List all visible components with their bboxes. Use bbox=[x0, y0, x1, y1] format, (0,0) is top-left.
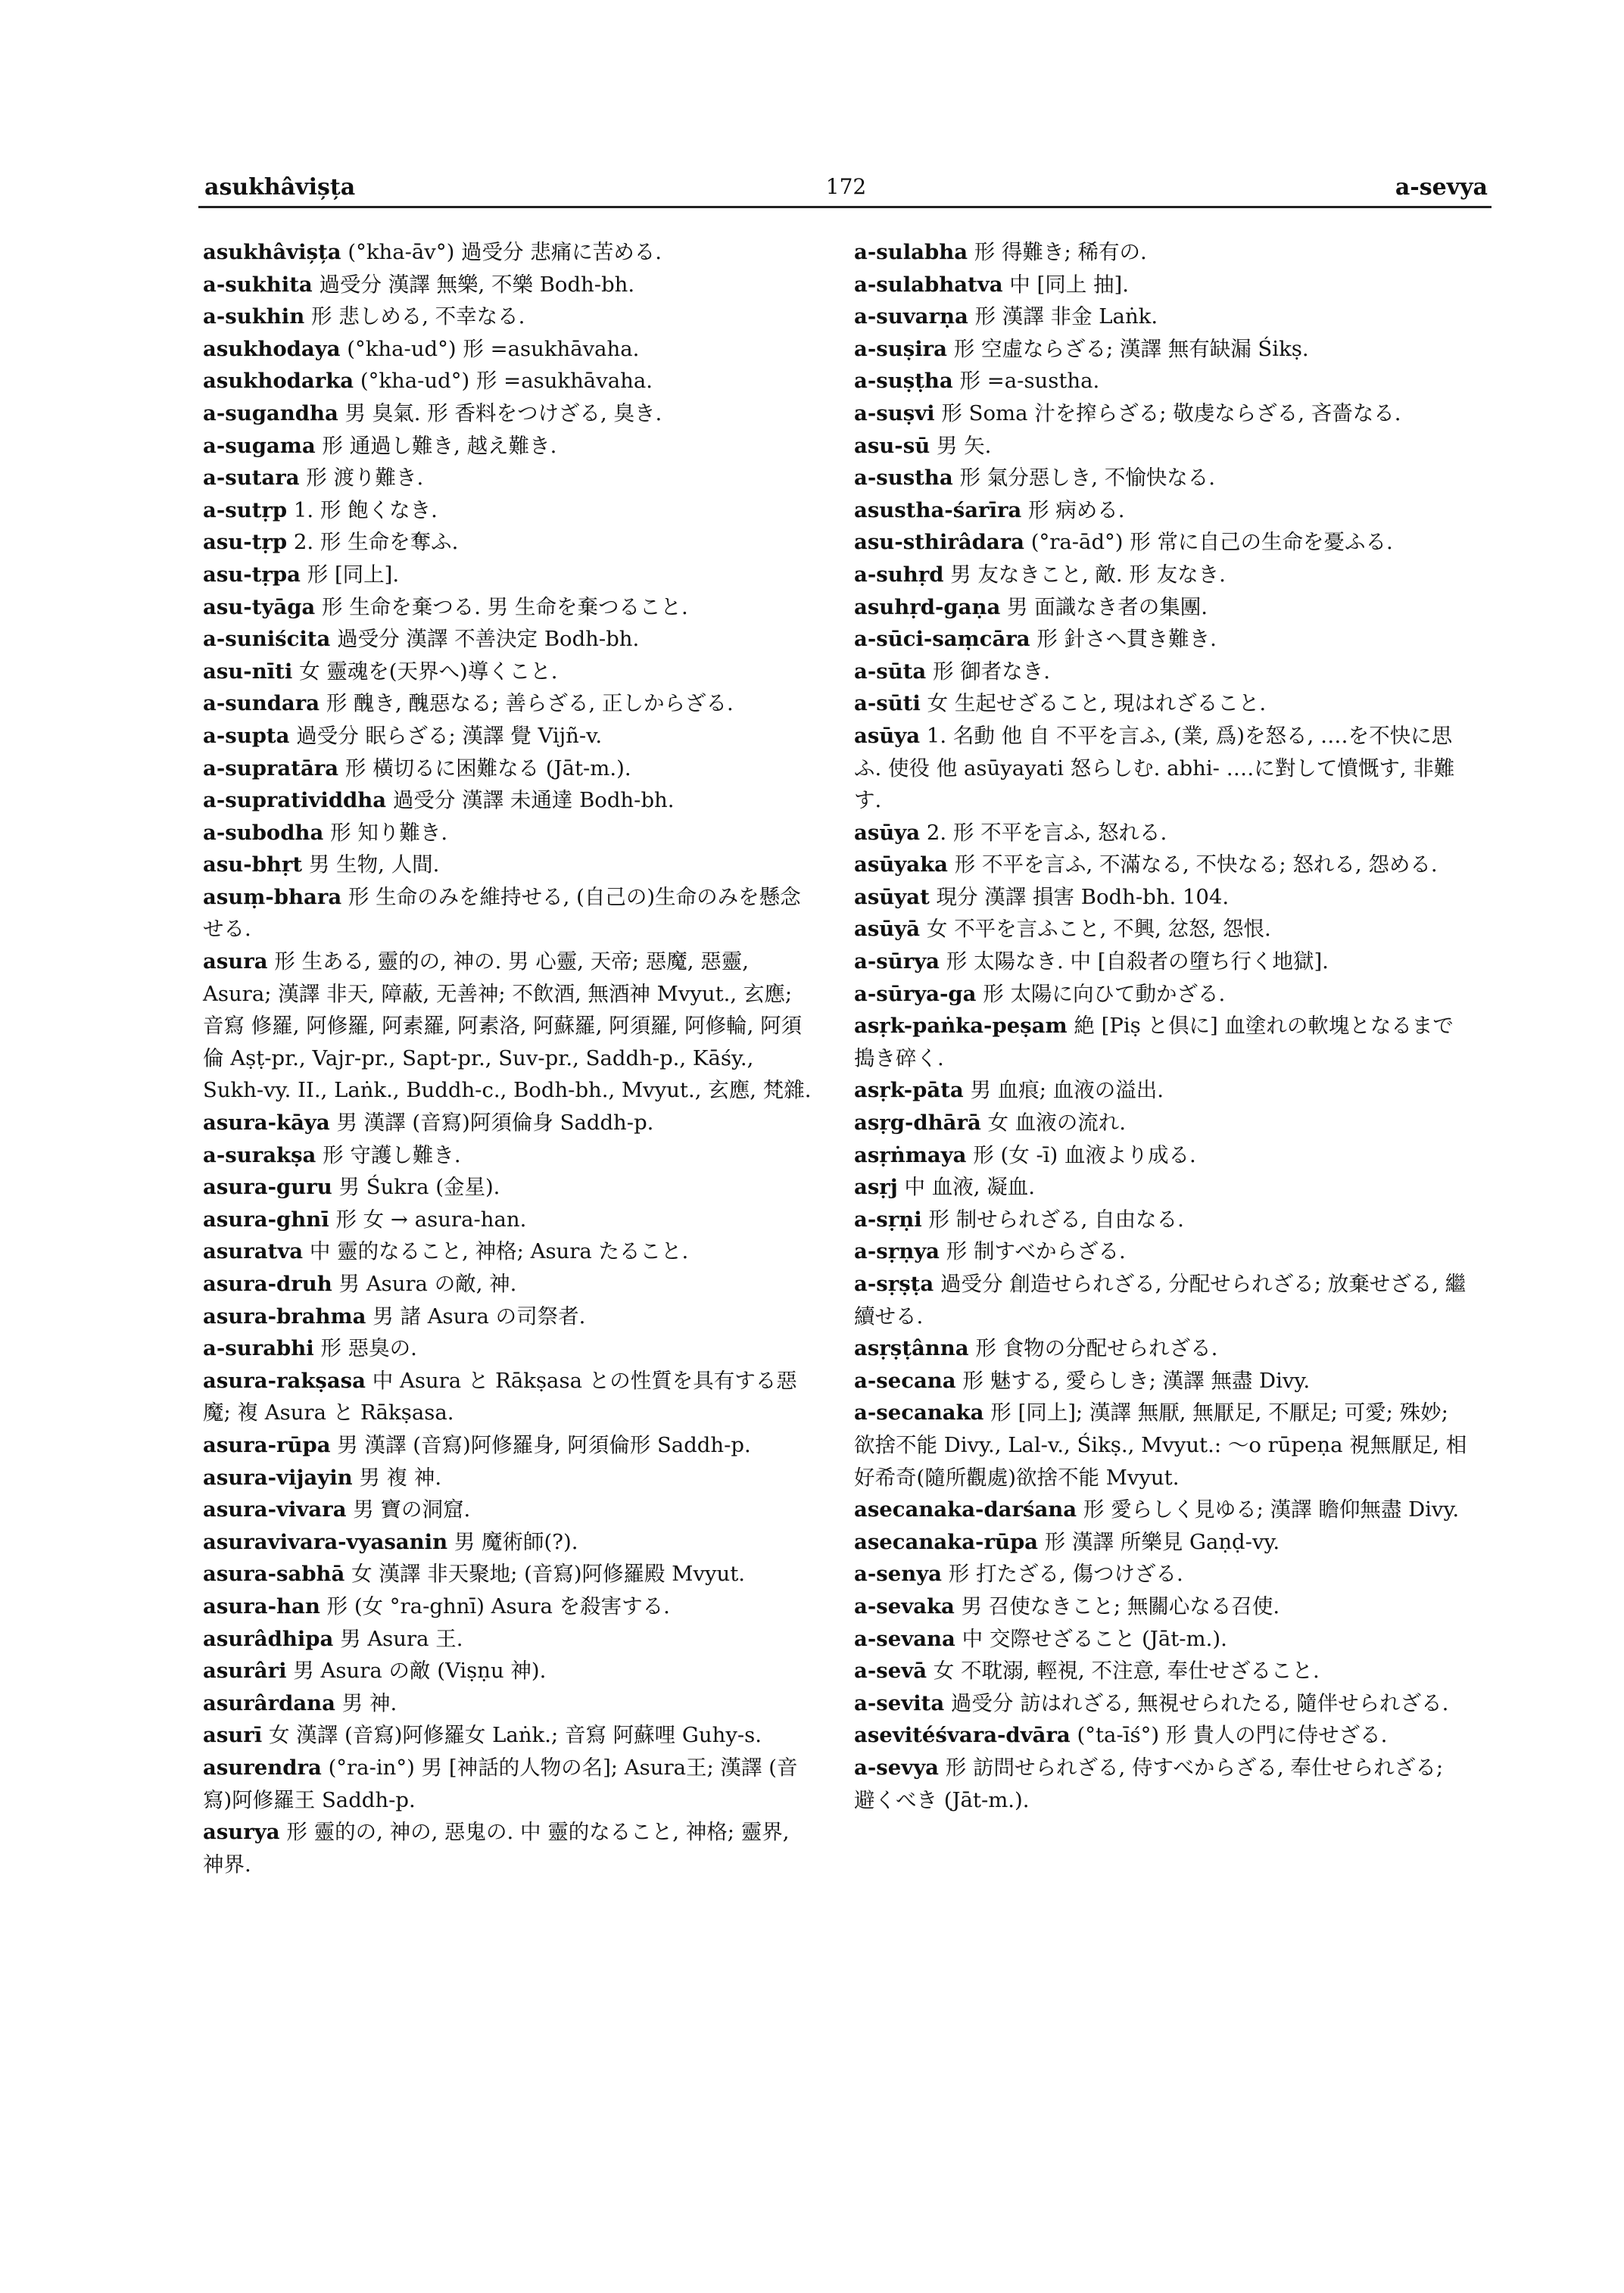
entry-definition: (°ra-in°) 男 [神話的人物の名]; Asura王; 漢譯 (音寫)阿修羅王 Saddh-p. bbox=[203, 1755, 798, 1812]
entry-definition: 中 靈的なること, 神格; Asura たること. bbox=[309, 1239, 689, 1264]
entry-definition: 形 訪問せられざる, 侍すべからざる, 奉仕せられざる; 避くべき (Jāt-m.). bbox=[854, 1755, 1444, 1812]
dictionary-entry bbox=[203, 1623, 816, 1656]
dictionary-entry bbox=[203, 591, 816, 624]
dictionary-entry bbox=[854, 1268, 1469, 1332]
entry-definition: 男 Śukra (金星). bbox=[338, 1175, 500, 1200]
dictionary-entry bbox=[203, 365, 816, 397]
entry-headword: a-sevā bbox=[854, 1659, 927, 1684]
entry-definition: 女 不平を言ふこと, 不興, 忿怒, 怨恨. bbox=[926, 917, 1271, 942]
dictionary-entry bbox=[203, 1655, 816, 1687]
entry-headword: asura-sabhā bbox=[203, 1562, 345, 1587]
entry-definition: 男 召使なきこと; 無關心なる召使. bbox=[961, 1594, 1280, 1618]
entry-headword: asūyā bbox=[854, 917, 921, 942]
entry-definition: 中 交際せざること (Jāt-m.). bbox=[962, 1626, 1227, 1651]
entry-definition: 形 針さへ貫き難き. bbox=[1036, 627, 1217, 652]
entry-headword: asura-kāya bbox=[203, 1111, 330, 1136]
right-column bbox=[854, 236, 1469, 1816]
dictionary-entry bbox=[854, 1752, 1469, 1816]
dictionary-entry bbox=[203, 1429, 816, 1462]
entry-definition: 形 悲しめる, 不幸なる. bbox=[310, 304, 525, 329]
dictionary-entry bbox=[854, 913, 1469, 946]
dictionary-entry bbox=[854, 1590, 1469, 1623]
entry-headword: a-suvarṇa bbox=[854, 304, 968, 329]
dictionary-entry bbox=[203, 946, 816, 1107]
entry-headword: asurârdana bbox=[203, 1690, 335, 1715]
dictionary-entry bbox=[203, 1301, 816, 1333]
entry-headword: asura-ghnī bbox=[203, 1207, 329, 1232]
dictionary-entry bbox=[854, 1332, 1469, 1365]
entry-headword: a-sūti bbox=[854, 691, 921, 716]
entry-headword: asura-druh bbox=[203, 1272, 332, 1296]
entry-definition: 男 Asura 王. bbox=[340, 1626, 463, 1651]
header-first-headword: asukhâvișța bbox=[204, 174, 356, 201]
entry-definition: 男 Asura の敵 (Viṣṇu 神). bbox=[293, 1659, 547, 1684]
entry-headword: asu-nīti bbox=[203, 659, 293, 684]
entry-headword: asūya bbox=[854, 820, 921, 845]
entry-definition: 形 氣分惡しき, 不愉快なる. bbox=[959, 466, 1215, 491]
entry-definition: 形 [同上]; 漢譯 無厭, 無厭足, 不厭足; 可愛; 殊妙; 欲捨不能 Divy., Lal-v., Śikṣ., Mvyut.: 〜o rūpeṇa 視無厭足, 相好希奇(隨所觀處)欲捨不能 Mvyut. bbox=[854, 1400, 1467, 1490]
dictionary-entry bbox=[203, 1719, 816, 1752]
dictionary-entry bbox=[203, 720, 816, 752]
entry-definition: 男 臭氣. 形 香料をつけざる, 臭き. bbox=[344, 400, 662, 425]
entry-headword: asura-guru bbox=[203, 1175, 332, 1200]
entry-headword: a-sukhita bbox=[203, 272, 313, 297]
entry-definition: 現分 漢譯 損害 Bodh-bh. 104. bbox=[936, 884, 1230, 909]
dictionary-entry bbox=[854, 978, 1469, 1011]
dictionary-entry bbox=[854, 946, 1469, 978]
entry-headword: a-sustha bbox=[854, 466, 953, 491]
dictionary-entry bbox=[854, 269, 1469, 301]
entry-definition: 過受分 漢譯 無樂, 不樂 Bodh-bh. bbox=[319, 272, 635, 297]
entry-headword: asuṃ-bhara bbox=[203, 884, 342, 909]
entry-headword: asura-vivara bbox=[203, 1497, 347, 1522]
dictionary-entry bbox=[854, 1526, 1469, 1559]
dictionary-entry bbox=[854, 1655, 1469, 1687]
entry-definition: 形 制すべからざる. bbox=[946, 1239, 1126, 1264]
dictionary-entry bbox=[203, 1494, 816, 1526]
entry-definition: 形 Soma 汁を搾らざる; 敬虔ならざる, 吝嗇なる. bbox=[941, 400, 1401, 425]
entry-definition: 男 神. bbox=[341, 1690, 397, 1715]
entry-headword: asurâri bbox=[203, 1659, 287, 1684]
entry-definition: 2. 形 不平を言ふ, 怒れる. bbox=[926, 820, 1167, 845]
entry-definition: 男 寶の洞窟. bbox=[353, 1497, 471, 1522]
entry-definition: 過受分 訪はれざる, 無視せられたる, 隨伴せられざる. bbox=[950, 1690, 1449, 1715]
entry-headword: asṛk-paṅka-peṣam bbox=[854, 1014, 1068, 1039]
dictionary-entry bbox=[854, 1719, 1469, 1752]
entry-definition: 形 通過し難き, 越え難き. bbox=[322, 433, 557, 458]
dictionary-entry bbox=[203, 1139, 816, 1172]
entry-definition: 形 渡り難き. bbox=[306, 466, 424, 491]
entry-definition: (°ta-īś°) 形 貴人の門に侍せざる. bbox=[1077, 1723, 1388, 1748]
entry-definition: 男 Asura の敵, 神. bbox=[338, 1272, 517, 1296]
entry-definition: 女 血液の流れ. bbox=[987, 1111, 1127, 1136]
entry-definition: 形 靈的の, 神の, 惡鬼の. 中 靈的なること, 神格; 靈界, 神界. bbox=[203, 1820, 790, 1877]
entry-definition: 形 病める. bbox=[1028, 497, 1125, 522]
entry-headword: a-sṛṇya bbox=[854, 1239, 940, 1264]
entry-definition: 女 靈魂を(天界へ)導くこと. bbox=[299, 659, 558, 684]
entry-headword: a-sugama bbox=[203, 433, 316, 458]
dictionary-entry bbox=[854, 687, 1469, 720]
entry-headword: asurâdhipa bbox=[203, 1626, 334, 1651]
entry-headword: asurya bbox=[203, 1820, 280, 1845]
dictionary-entry bbox=[854, 591, 1469, 624]
dictionary-entry bbox=[854, 494, 1469, 527]
entry-headword: asukhodaya bbox=[203, 336, 341, 361]
dictionary-entry bbox=[203, 397, 816, 430]
entry-headword: a-sūrya-ga bbox=[854, 981, 977, 1006]
entry-headword: a-surabhi bbox=[203, 1336, 314, 1361]
entry-definition: 形 魅する, 愛らしき; 漢譯 無盡 Divy. bbox=[962, 1368, 1311, 1393]
entry-definition: (°kha-ud°) 形 =asukhāvaha. bbox=[360, 369, 653, 394]
dictionary-entry bbox=[203, 236, 816, 269]
dictionary-entry bbox=[854, 1235, 1469, 1268]
entry-definition: 過受分 漢譯 未通達 Bodh-bh. bbox=[392, 788, 675, 813]
entry-headword: asuhṛd-gaṇa bbox=[854, 594, 1001, 619]
dictionary-entry bbox=[203, 430, 816, 463]
entry-definition: 男 生物, 人間. bbox=[308, 852, 440, 877]
entry-headword: asūya bbox=[854, 723, 921, 748]
left-column bbox=[203, 236, 816, 1880]
entry-definition: 形 生命を棄つる. 男 生命を棄つること. bbox=[322, 594, 688, 619]
entry-headword: asṛṅmaya bbox=[854, 1142, 967, 1167]
entry-headword: a-sūta bbox=[854, 659, 927, 684]
entry-definition: 形 [同上]. bbox=[307, 562, 400, 587]
entry-definition: 形 空虛ならざる; 漢譯 無有缺漏 Śikṣ. bbox=[953, 336, 1309, 361]
entry-definition: 形 不平を言ふ, 不滿なる, 不快なる; 怒れる, 怨める. bbox=[954, 852, 1438, 877]
entry-headword: asūyaka bbox=[854, 852, 948, 877]
entry-headword: asu-tṛp bbox=[203, 530, 288, 555]
entry-definition: 男 漢譯 (音寫)阿須倫身 Saddh-p. bbox=[336, 1111, 654, 1136]
entry-headword: asu-sthirâdara bbox=[854, 530, 1024, 555]
dictionary-entry bbox=[203, 1235, 816, 1268]
entry-headword: asūyat bbox=[854, 884, 930, 909]
entry-definition: 形 愛らしく見ゆる; 漢譯 瞻仰無盡 Divy. bbox=[1083, 1497, 1460, 1522]
entry-headword: a-sulabhatva bbox=[854, 272, 1003, 297]
entry-headword: a-sugandha bbox=[203, 400, 338, 425]
dictionary-entry bbox=[854, 720, 1469, 817]
entry-headword: a-sevana bbox=[854, 1626, 955, 1651]
entry-headword: a-suniścita bbox=[203, 627, 331, 652]
entry-headword: asṛṣṭânna bbox=[854, 1336, 969, 1361]
dictionary-entry bbox=[203, 817, 816, 849]
dictionary-entry bbox=[854, 623, 1469, 656]
entry-headword: asecanaka-rūpa bbox=[854, 1529, 1038, 1554]
dictionary-entry bbox=[854, 1010, 1469, 1074]
dictionary-entry bbox=[203, 333, 816, 366]
entry-definition: 過受分 漢譯 不善決定 Bodh-bh. bbox=[337, 627, 640, 652]
dictionary-entry bbox=[854, 430, 1469, 463]
dictionary-entry bbox=[854, 365, 1469, 397]
dictionary-entry bbox=[203, 849, 816, 881]
entry-headword: a-suṣṭha bbox=[854, 369, 953, 394]
dictionary-entry bbox=[203, 1171, 816, 1204]
dictionary-entry bbox=[203, 1268, 816, 1301]
dictionary-entry bbox=[854, 1494, 1469, 1526]
dictionary-entry bbox=[854, 656, 1469, 688]
dictionary-entry bbox=[203, 1558, 816, 1590]
entry-headword: asuratva bbox=[203, 1239, 304, 1264]
entry-definition: 形 醜き, 醜惡なる; 善らざる, 正しからざる. bbox=[326, 691, 734, 716]
entry-headword: asu-sū bbox=[854, 433, 930, 458]
dictionary-entry bbox=[203, 784, 816, 817]
entry-headword: a-supta bbox=[203, 723, 290, 748]
entry-headword: asṛj bbox=[854, 1175, 898, 1200]
entry-definition: 形 得難き; 稀有の. bbox=[974, 240, 1147, 264]
dictionary-entry bbox=[854, 236, 1469, 269]
entry-headword: a-suhṛd bbox=[854, 562, 944, 587]
entry-headword: asura-rūpa bbox=[203, 1432, 331, 1457]
entry-definition: 形 惡臭の. bbox=[320, 1336, 417, 1361]
entry-definition: (°ra-ād°) 形 常に自己の生命を憂ふる. bbox=[1030, 530, 1393, 555]
header-last-headword: a-sevya bbox=[1395, 174, 1488, 201]
dictionary-entry bbox=[854, 559, 1469, 591]
entry-definition: 1. 形 飽くなき. bbox=[293, 497, 438, 522]
entry-definition: 形 生命のみを維持せる, (自己の)生命のみを懸念せる. bbox=[203, 884, 801, 942]
dictionary-entry bbox=[203, 526, 816, 559]
header-rule bbox=[198, 206, 1492, 208]
entry-headword: a-sūci-saṃcāra bbox=[854, 627, 1030, 652]
entry-definition: 形 守護し難き. bbox=[323, 1142, 461, 1167]
entry-definition: 中 Asura と Rākṣasa との性質を具有する惡魔; 複 Asura と Rākṣasa. bbox=[203, 1368, 797, 1425]
dictionary-entry bbox=[203, 1752, 816, 1816]
entry-headword: asura-brahma bbox=[203, 1304, 366, 1329]
entry-headword: asurendra bbox=[203, 1755, 322, 1780]
entry-headword: asura-rakṣasa bbox=[203, 1368, 366, 1393]
entry-definition: 女 不耽溺, 輕視, 不注意, 奉仕せざること. bbox=[933, 1659, 1320, 1684]
dictionary-entry bbox=[854, 333, 1469, 366]
dictionary-entry bbox=[203, 559, 816, 591]
page-number: 172 bbox=[825, 174, 867, 199]
entry-headword: asevitéśvara-dvāra bbox=[854, 1723, 1071, 1748]
entry-headword: asukhodarka bbox=[203, 369, 354, 394]
entry-headword: a-sṛṇi bbox=[854, 1207, 922, 1232]
entry-headword: asṛk-pāta bbox=[854, 1078, 964, 1103]
dictionary-entry bbox=[854, 1365, 1469, 1397]
entry-definition: 過受分 眠らざる; 漢譯 覺 Vijñ-v. bbox=[296, 723, 603, 748]
entry-headword: a-sūrya bbox=[854, 949, 940, 974]
entry-headword: a-suṣira bbox=[854, 336, 947, 361]
entry-headword: a-sundara bbox=[203, 691, 320, 716]
entry-definition: 形 制せられざる, 自由なる. bbox=[928, 1207, 1184, 1232]
dictionary-entry bbox=[203, 623, 816, 656]
entry-definition: 中 [同上 抽]. bbox=[1009, 272, 1129, 297]
dictionary-entry bbox=[854, 1687, 1469, 1720]
entry-headword: asuravivara-vyasanin bbox=[203, 1529, 448, 1554]
dictionary-entry bbox=[203, 1332, 816, 1365]
entry-headword: a-supratāra bbox=[203, 756, 339, 780]
dictionary-entry bbox=[203, 1462, 816, 1494]
dictionary-entry bbox=[203, 269, 816, 301]
entry-headword: asu-bhṛt bbox=[203, 852, 303, 877]
dictionary-entry bbox=[203, 752, 816, 785]
entry-definition: 男 血痕; 血液の溢出. bbox=[970, 1078, 1164, 1103]
dictionary-entry bbox=[854, 462, 1469, 494]
entry-headword: asura bbox=[203, 949, 268, 974]
dictionary-entry bbox=[203, 301, 816, 333]
dictionary-entry bbox=[203, 1526, 816, 1559]
entry-headword: asustha-śarīra bbox=[854, 497, 1022, 522]
dictionary-entry bbox=[854, 301, 1469, 333]
entry-headword: a-sevya bbox=[854, 1755, 939, 1780]
entry-headword: asu-tṛpa bbox=[203, 562, 301, 587]
entry-definition: 男 友なきこと, 敵. 形 友なき. bbox=[950, 562, 1226, 587]
entry-headword: asṛg-dhārā bbox=[854, 1111, 981, 1136]
entry-definition: 中 血液, 凝血. bbox=[904, 1175, 1035, 1200]
entry-definition: 男 矢. bbox=[936, 433, 992, 458]
dictionary-entry bbox=[203, 1687, 816, 1720]
dictionary-entry bbox=[854, 526, 1469, 559]
entry-definition: 男 漢譯 (音寫)阿修羅身, 阿須倫形 Saddh-p. bbox=[337, 1432, 751, 1457]
dictionary-entry bbox=[203, 1107, 816, 1139]
entry-headword: a-suṣvi bbox=[854, 400, 935, 425]
dictionary-entry bbox=[203, 1204, 816, 1236]
entry-definition: 形 御者なき. bbox=[932, 659, 1050, 684]
dictionary-entry bbox=[854, 1558, 1469, 1590]
entry-definition: 形 女 → asura-han. bbox=[335, 1207, 527, 1232]
entry-headword: a-secanaka bbox=[854, 1400, 984, 1425]
entry-definition: (°kha-āv°) 過受分 悲痛に苦める. bbox=[348, 240, 662, 264]
entry-definition: 形 =a-sustha. bbox=[959, 369, 1100, 394]
entry-headword: asura-vijayin bbox=[203, 1465, 353, 1490]
entry-definition: 形 打たざる, 傷つけざる. bbox=[948, 1562, 1183, 1587]
entry-headword: asecanaka-darśana bbox=[854, 1497, 1077, 1522]
dictionary-entry bbox=[854, 1204, 1469, 1236]
entry-headword: asurī bbox=[203, 1723, 263, 1748]
entry-definition: 男 面識なき者の集團. bbox=[1007, 594, 1208, 619]
dictionary-entry bbox=[203, 1365, 816, 1429]
entry-headword: a-sulabha bbox=[854, 240, 968, 264]
entry-definition: 形 生ある, 靈的の, 神の. 男 心靈, 天帝; 惡魔, 惡靈, Asura; 漢譯 非天, 障蔽, 无善神; 不飲酒, 無酒神 Mvyut., 玄應; 音寫 修羅, 阿修羅, 阿素羅, 阿素洛, 阿蘇羅, 阿須羅, 阿修輪, 阿須倫 Aṣṭ-pr., Vajr-pr., Sapt-pr., Suv-pr., Saddh-p., Kāśy., Sukh-vy. II., Laṅk., Buddh-c., Bodh-bh., Mvyut., 玄應, 梵雜. bbox=[203, 949, 812, 1103]
entry-headword: a-sukhin bbox=[203, 304, 305, 329]
dictionary-entry bbox=[203, 1590, 816, 1623]
entry-definition: 形 橫切るに困難なる (Jāt-m.). bbox=[344, 756, 631, 780]
entry-definition: 女 漢譯 非天聚地; (音寫)阿修羅殿 Mvyut. bbox=[351, 1562, 746, 1587]
dictionary-entry bbox=[854, 1074, 1469, 1107]
entry-definition: 形 知り難き. bbox=[330, 820, 448, 845]
entry-headword: asura-han bbox=[203, 1594, 320, 1618]
entry-definition: 形 漢譯 非金 Laṅk. bbox=[974, 304, 1158, 329]
dictionary-entry bbox=[854, 1171, 1469, 1204]
entry-definition: 形 太陽に向ひて動かざる. bbox=[983, 981, 1226, 1006]
entry-headword: a-sevita bbox=[854, 1690, 945, 1715]
entry-headword: a-sutṛp bbox=[203, 497, 288, 522]
entry-definition: 形 太陽なき. 中 [自殺者の墮ち行く地獄]. bbox=[946, 949, 1329, 974]
entry-headword: a-senya bbox=[854, 1562, 943, 1587]
entry-definition: 形 (女 -ī) 血液より成る. bbox=[973, 1142, 1196, 1167]
entry-definition: (°kha-ud°) 形 =asukhāvaha. bbox=[347, 336, 640, 361]
dictionary-entry bbox=[854, 1107, 1469, 1139]
dictionary-entry bbox=[854, 1623, 1469, 1656]
dictionary-entry bbox=[203, 656, 816, 688]
entry-headword: a-sevaka bbox=[854, 1594, 955, 1618]
entry-definition: 形 漢譯 所樂見 Gaṇḍ-vy. bbox=[1044, 1529, 1280, 1554]
entry-definition: 男 魔術師(?). bbox=[454, 1529, 578, 1554]
entry-definition: 形 食物の分配せられざる. bbox=[975, 1336, 1218, 1361]
entry-headword: a-sutara bbox=[203, 466, 300, 491]
entry-headword: asu-tyāga bbox=[203, 594, 316, 619]
entry-headword: a-supratividdha bbox=[203, 788, 387, 813]
dictionary-entry bbox=[854, 849, 1469, 881]
entry-definition: 女 漢譯 (音寫)阿修羅女 Laṅk.; 音寫 阿蘇哩 Guhy-s. bbox=[268, 1723, 762, 1748]
entry-headword: a-sṛṣṭa bbox=[854, 1272, 934, 1296]
dictionary-entry bbox=[203, 687, 816, 720]
dictionary-entry bbox=[203, 881, 816, 946]
dictionary-entry bbox=[203, 462, 816, 494]
entry-definition: 過受分 創造せられざる, 分配せられざる; 放棄せざる, 繼續せる. bbox=[854, 1272, 1467, 1329]
dictionary-entry bbox=[854, 1139, 1469, 1172]
dictionary-entry bbox=[854, 1397, 1469, 1494]
entry-definition: 形 (女 °ra-ghnī) Asura を殺害する. bbox=[326, 1594, 670, 1618]
entry-definition: 絶 [Piṣ と倶に] 血塗れの軟塊となるまで搗き碎く. bbox=[854, 1014, 1454, 1070]
entry-headword: asukhâvișța bbox=[203, 240, 341, 264]
entry-definition: 女 生起せざること, 現はれざること. bbox=[927, 691, 1267, 716]
dictionary-entry bbox=[854, 881, 1469, 914]
entry-headword: a-secana bbox=[854, 1368, 956, 1393]
entry-definition: 1. 名動 他 自 不平を言ふ, (業, 爲)を怒る, ‥‥を不快に思ふ. 使役 他 asūyayati 怒らしむ. abhi- ‥‥に對して憤慨す, 非難す. bbox=[854, 723, 1455, 813]
entry-definition: 2. 形 生命を奪ふ. bbox=[293, 530, 459, 555]
entry-headword: a-subodha bbox=[203, 820, 324, 845]
entry-definition: 男 複 神. bbox=[359, 1465, 442, 1490]
dictionary-entry bbox=[203, 494, 816, 527]
dictionary-entry bbox=[203, 1816, 816, 1880]
entry-headword: a-surakṣa bbox=[203, 1142, 316, 1167]
dictionary-entry bbox=[854, 397, 1469, 430]
entry-definition: 男 諸 Asura の司祭者. bbox=[372, 1304, 586, 1329]
dictionary-entry bbox=[854, 817, 1469, 849]
